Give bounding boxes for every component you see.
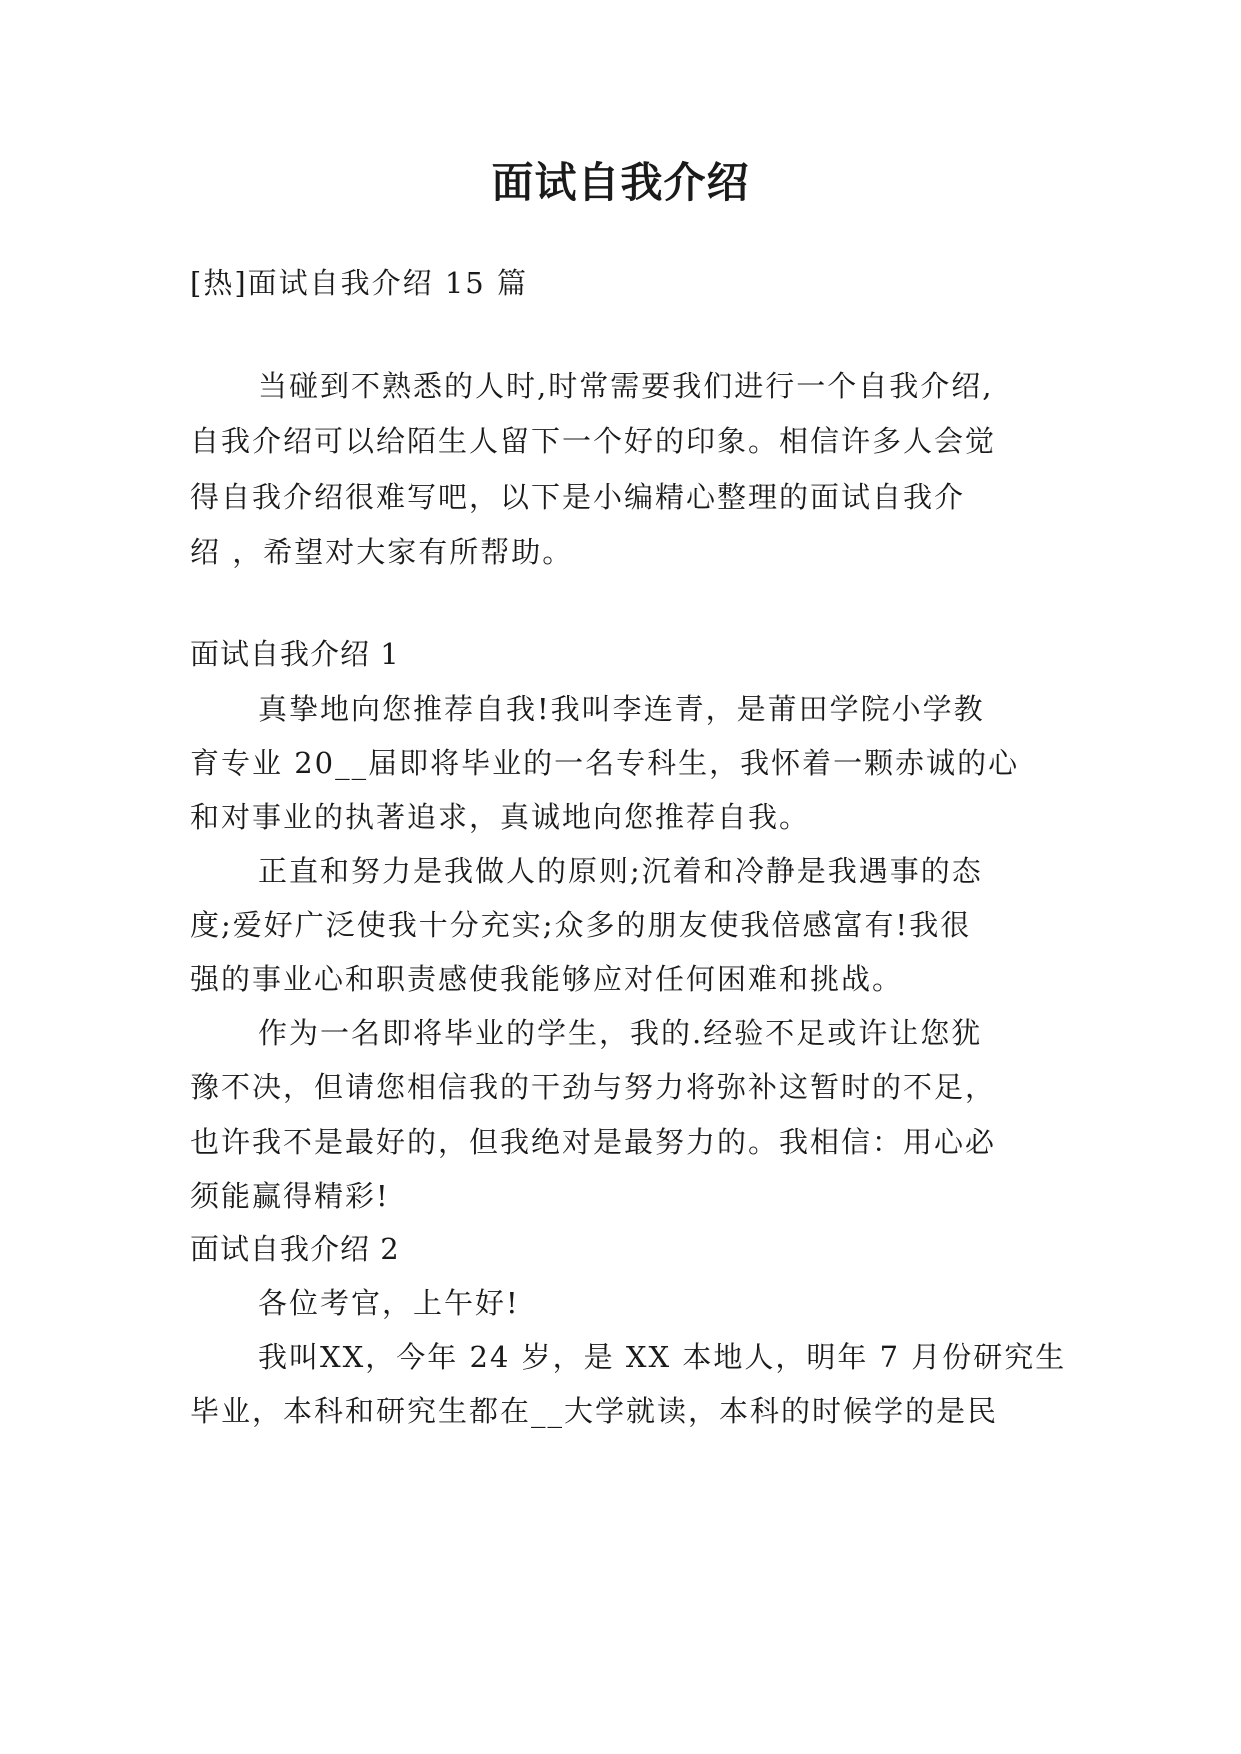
paragraph-line: 豫不决，但请您相信我的干劲与努力将弥补这暂时的不足， <box>190 1070 997 1104</box>
section-heading: 面试自我介绍 1 <box>190 637 400 671</box>
paragraph-line: 作为一名即将毕业的学生，我的.经验不足或许让您犹 <box>258 1016 983 1050</box>
paragraph-line: 也许我不是最好的，但我绝对是最努力的。我相信：用心必 <box>190 1125 997 1159</box>
paragraph-line: 正直和努力是我做人的原则;沉着和冷静是我遇事的态 <box>258 854 983 888</box>
paragraph-line: 须能赢得精彩! <box>190 1179 390 1213</box>
paragraph-line: 毕业，本科和研究生都在__大学就读，本科的时候学的是民 <box>190 1394 999 1428</box>
document-subtitle: [热]面试自我介绍 15 篇 <box>190 266 528 300</box>
intro-line: 绍 ，希望对大家有所帮助。 <box>190 535 574 569</box>
paragraph-line: 度;爱好广泛使我十分充实;众多的朋友使我倍感富有!我很 <box>190 908 972 942</box>
paragraph-line: 各位考官，上午好! <box>258 1286 520 1320</box>
paragraph-line: 我叫XX，今年 24 岁，是 XX 本地人，明年 7 月份研究生 <box>258 1340 1067 1374</box>
paragraph-line: 和对事业的执著追求，真诚地向您推荐自我。 <box>190 800 811 834</box>
intro-line: 自我介绍可以给陌生人留下一个好的印象。相信许多人会觉 <box>190 424 997 458</box>
document-title: 面试自我介绍 <box>491 158 750 207</box>
paragraph-line: 强的事业心和职责感使我能够应对任何困难和挑战。 <box>190 962 904 996</box>
paragraph-line: 真挚地向您推荐自我!我叫李连青，是莆田学院小学教 <box>258 692 985 726</box>
section-heading: 面试自我介绍 2 <box>190 1232 400 1266</box>
intro-line: 当碰到不熟悉的人时,时常需要我们进行一个自我介绍, <box>258 369 994 403</box>
paragraph-line: 育专业 20__届即将毕业的一名专科生，我怀着一颗赤诚的心 <box>190 746 1020 780</box>
intro-line: 得自我介绍很难写吧，以下是小编精心整理的面试自我介 <box>190 480 966 514</box>
